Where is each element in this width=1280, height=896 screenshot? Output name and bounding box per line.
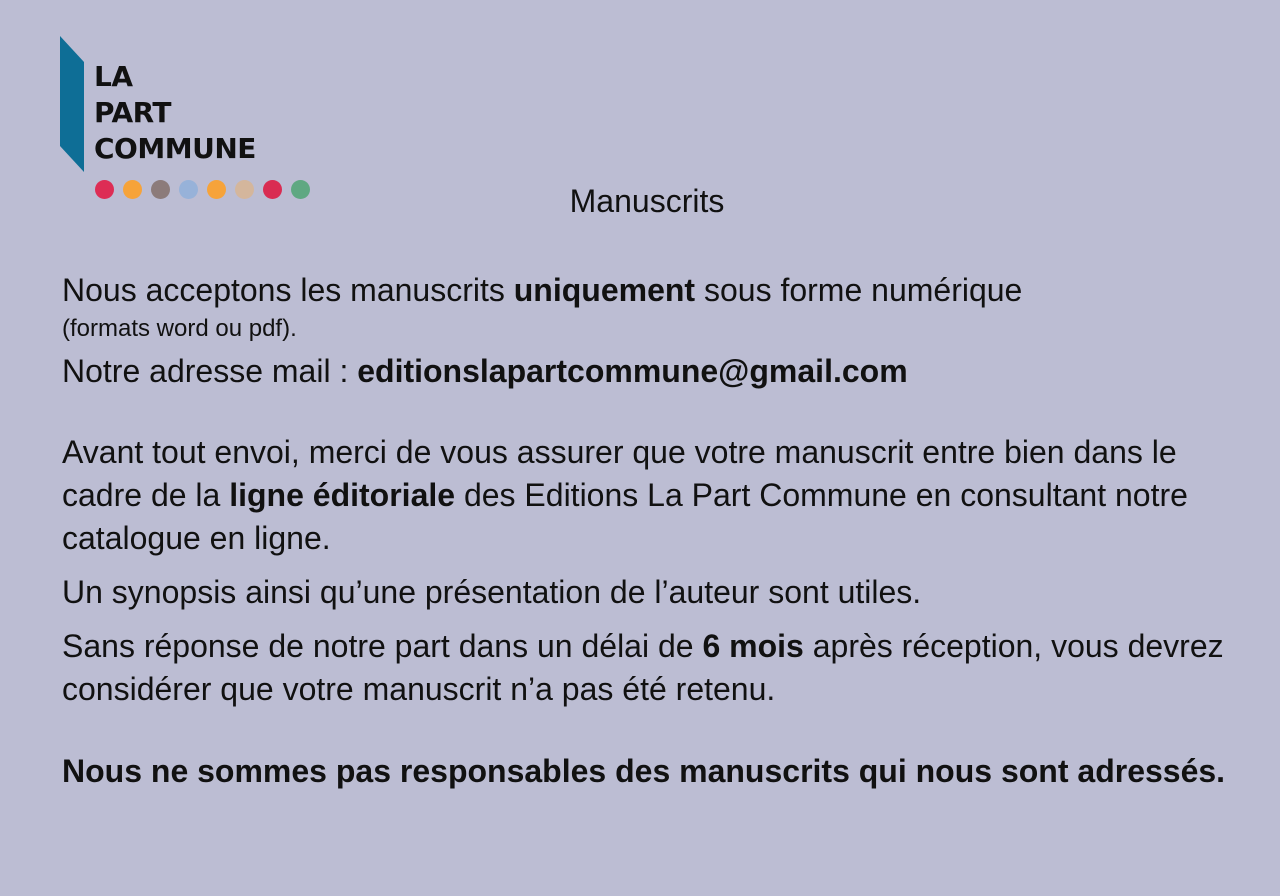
format-paragraph [62, 269, 1252, 312]
editorial-text-pre: Avant tout envoi, merci de vous assurer que votre manuscrit entre bien dans le cadre de la [62, 434, 1177, 513]
logo-line-1: LA [94, 60, 133, 93]
format-note-end: . [290, 315, 297, 342]
format-note [62, 312, 1252, 346]
synopsis-paragraph: Un synopsis ainsi qu’une présentation de l’auteur sont utiles. [62, 574, 922, 610]
format-note-text: (formats word ou pdf) [62, 315, 291, 342]
main-content [62, 269, 1252, 793]
response-text-pre: Sans réponse de notre part dans un délai de [62, 628, 703, 664]
editorial-text-bold: ligne éditoriale [229, 477, 456, 513]
disclaimer-paragraph: Nous ne sommes pas responsables des manuscrits qui nous sont adressés. [62, 753, 1226, 789]
email-paragraph [62, 350, 1252, 393]
editorial-paragraph [62, 431, 1252, 560]
format-text-pre: Nous acceptons les manuscrits [62, 272, 514, 308]
format-text-post: sous forme numérique [695, 272, 1023, 308]
logo-line-2: PART [94, 96, 172, 129]
format-text-bold: uniquement [513, 272, 696, 308]
response-text-bold: 6 mois [702, 628, 804, 664]
response-paragraph [62, 625, 1252, 711]
email-address-link[interactable]: editionslapartcommune@gmail.com [357, 353, 908, 389]
page-title: Manuscrits [569, 183, 725, 219]
logo-wordmark [94, 59, 256, 167]
email-label: Notre adresse mail : [62, 353, 358, 389]
response-text-post: après réception, vous devrez considérer que votre manuscrit n’a pas été retenu. [62, 628, 1224, 707]
logo-line-3: COMMUNE [94, 132, 256, 165]
editorial-text-post: des Editions La Part Commune en consultant notre catalogue en ligne. [62, 477, 1188, 556]
logo-bar-shape [60, 36, 84, 172]
publisher-logo [60, 36, 330, 206]
logo-bar-polygon [60, 36, 84, 172]
